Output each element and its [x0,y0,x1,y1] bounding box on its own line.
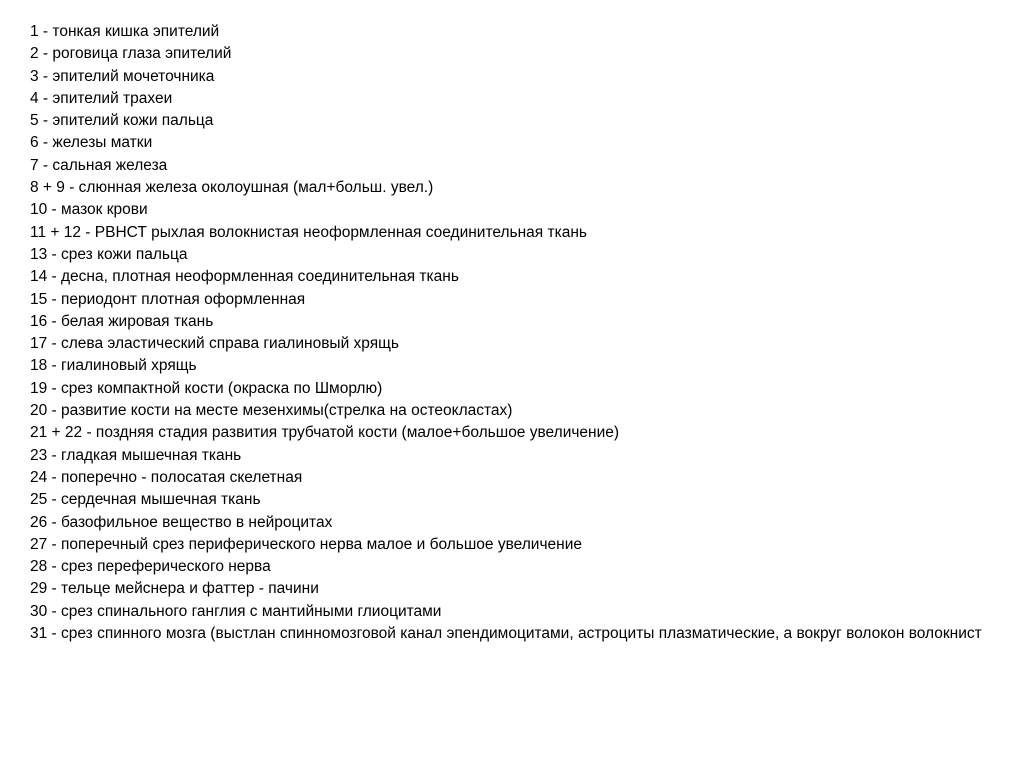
list-item: 21 + 22 - поздняя стадия развития трубчатой кости (малое+большое увеличение) [30,424,620,442]
list-item: 14 - десна, плотная неоформленная соединительная ткань [30,268,459,286]
list-item: 19 - срез компактной кости (окраска по Шморлю) [30,379,383,397]
list-item: 29 - тельце мейснера и фаттер - пачини [30,580,319,598]
list-item: 11 + 12 - РВНСТ рыхлая волокнистая неоформленная соединительная ткань [30,223,587,241]
list-item: 31 - срез спинного мозга (выстлан спинномозговой канал эпендимоцитами, астроциты плазматические, а вокруг волокон волокнист [30,625,982,643]
list-item: 3 - эпителий мочеточника [30,67,215,85]
list-item: 17 - слева эластический справа гиалиновый хрящь [30,335,399,353]
list-item: 27 - поперечный срез периферического нерва малое и большое увеличение [30,535,582,553]
list-item: 18 - гиалиновый хрящь [30,357,197,375]
list-item: 15 - периодонт плотная оформленная [30,290,306,308]
list-item: 8 + 9 - слюнная железа околоушная (мал+больш. увел.) [30,179,434,197]
list-item: 24 - поперечно - полосатая скелетная [30,468,303,486]
list-item: 30 - срез спинального ганглия с мантийными глиоцитами [30,602,442,620]
list-item: 13 - срез кожи пальца [30,245,188,263]
list-item: 25 - сердечная мышечная ткань [30,491,261,509]
list-item: 6 - железы матки [30,134,153,152]
list-item: 2 - роговица глаза эпителий [30,45,232,63]
list-item: 1 - тонкая кишка эпителий [30,23,220,40]
specimen-list [30,21,990,645]
list-item: 7 - сальная железа [30,156,168,174]
list-item: 20 - развитие кости на месте мезенхимы(стрелка на остеокластах) [30,402,513,420]
list-item: 16 - белая жировая ткань [30,312,214,330]
list-item: 5 - эпителий кожи пальца [30,112,214,130]
list-item: 26 - базофильное вещество в нейроцитах [30,513,333,531]
list-item: 23 - гладкая мышечная ткань [30,446,242,464]
list-item: 10 - мазок крови [30,201,148,219]
list-item: 4 - эпителий трахеи [30,89,173,107]
list-item: 28 - срез переферического нерва [30,558,271,576]
